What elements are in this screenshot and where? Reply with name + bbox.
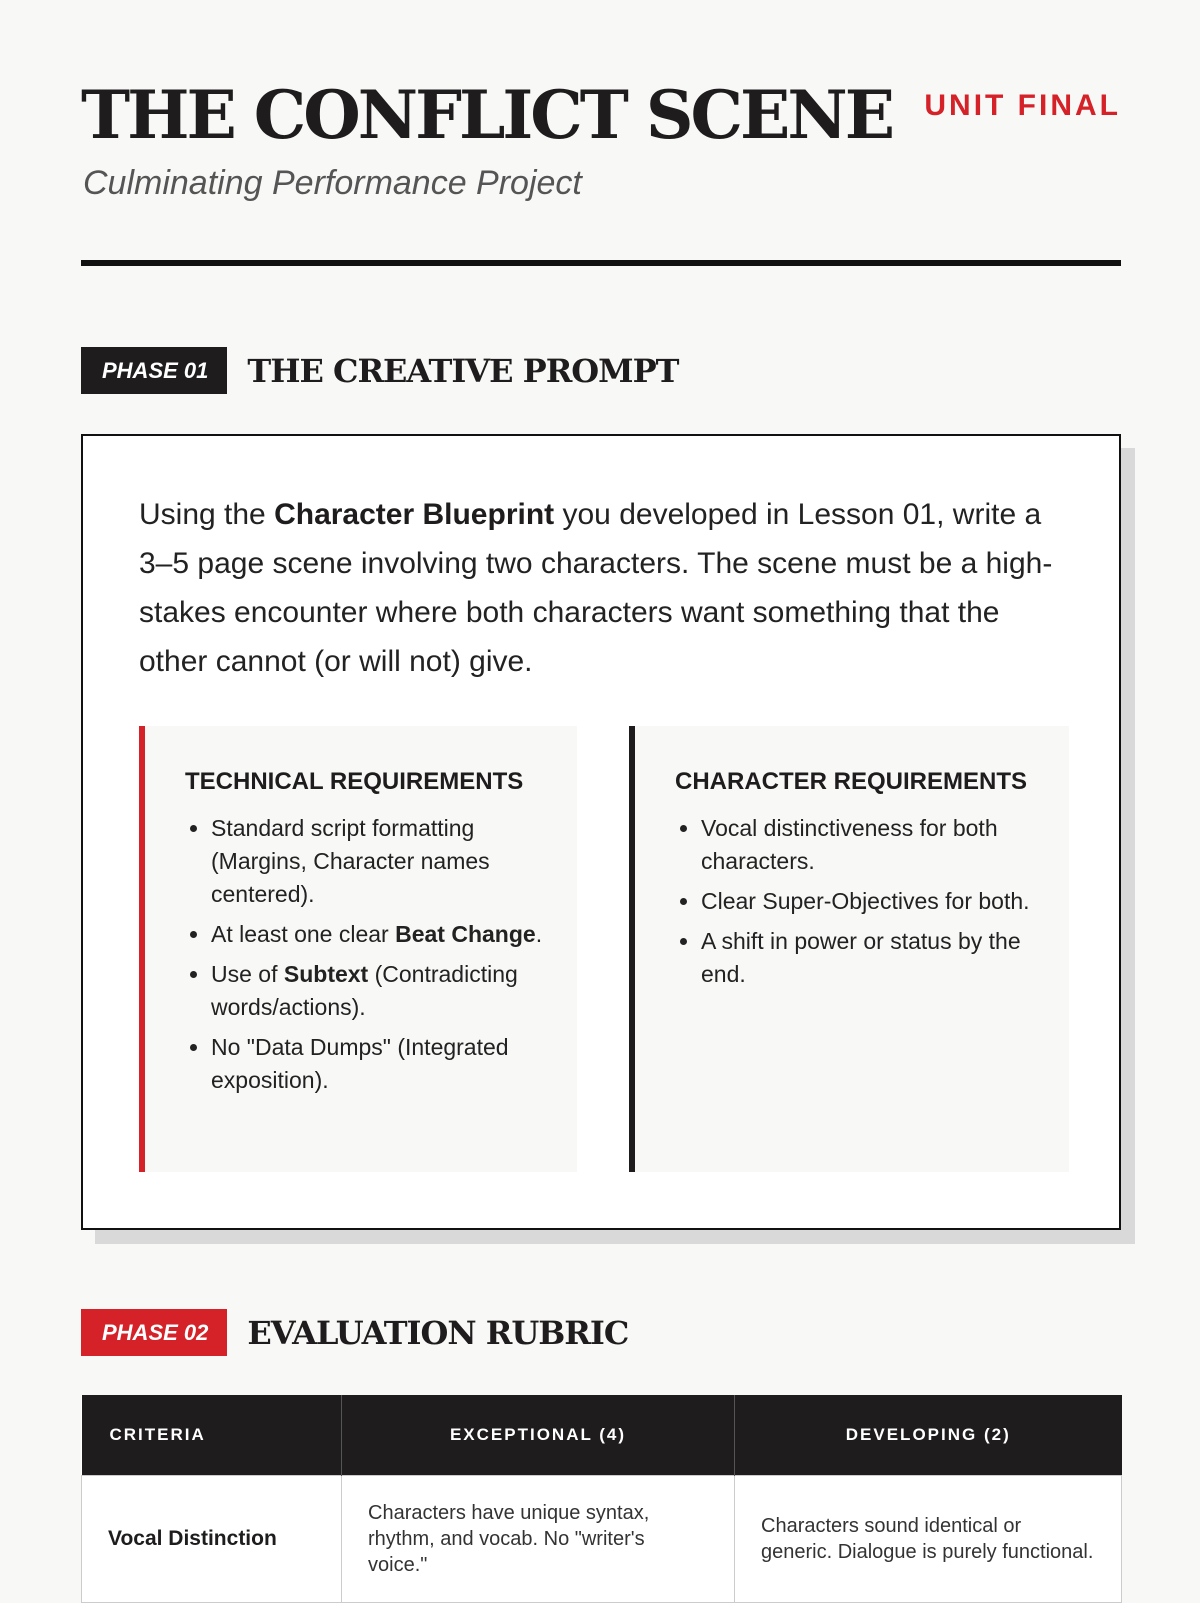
phase-02-title: EVALUATION RUBRIC <box>247 1313 629 1352</box>
list-item <box>211 958 571 1024</box>
character-requirements-list <box>675 812 1061 998</box>
header-divider <box>81 260 1121 266</box>
prompt-text-after: you developed in Lesson 01, write a 3–5 page scene involving two characters. The scene must be a high-stakes encounter where both characters want something that the other cannot (or will not) give. <box>139 498 1053 678</box>
phase-01-label: PHASE 01 <box>81 347 227 394</box>
list-item <box>211 918 571 951</box>
list-item-text: Use of <box>211 961 284 987</box>
page-title: THE CONFLICT SCENE <box>81 76 892 154</box>
prompt-text-bold: Character Blueprint <box>274 498 555 531</box>
list-item-text: At least one clear <box>211 921 396 947</box>
column-header-developing: DEVELOPING (2) <box>735 1395 1122 1476</box>
phase-01-title: THE CREATIVE PROMPT <box>247 351 679 390</box>
header <box>81 0 1121 270</box>
character-requirements-box <box>629 726 1069 1172</box>
phase-02-label: PHASE 02 <box>81 1309 227 1356</box>
list-item: • Vocal distinctiveness for both characters. <box>701 812 1061 878</box>
list-item-bold: Beat Change <box>395 921 536 947</box>
column-header-criteria: CRITERIA <box>82 1395 342 1476</box>
list-item-bold: Subtext <box>283 961 369 987</box>
page-subtitle: Culminating Performance Project <box>83 164 582 202</box>
list-item <box>211 812 571 911</box>
list-item-text: (Contradicting words/actions). <box>211 961 518 1020</box>
list-item-text: Standard script formatting (Margins, Character names centered). <box>211 815 490 907</box>
character-requirements-heading: CHARACTER REQUIREMENTS <box>675 768 1028 795</box>
evaluation-rubric-table <box>81 1395 1122 1603</box>
exceptional-cell: Characters have unique syntax, rhythm, and vocab. No "writer's voice." <box>342 1476 735 1603</box>
list-item-text: No "Data Dumps" (Integrated exposition). <box>211 1034 509 1093</box>
prompt-text <box>139 490 1069 686</box>
technical-requirements-heading: TECHNICAL REQUIREMENTS <box>185 768 524 795</box>
document-page <box>81 0 1121 1576</box>
criteria-cell: Vocal Distinction <box>82 1476 342 1603</box>
list-item: • A shift in power or status by the end. <box>701 925 1061 991</box>
phase-02-header <box>81 1309 628 1356</box>
technical-requirements-list <box>185 812 571 1104</box>
column-header-exceptional: EXCEPTIONAL (4) <box>342 1395 735 1476</box>
list-item <box>211 1031 571 1097</box>
table-header-row <box>82 1395 1122 1476</box>
developing-cell: Characters sound identical or generic. Dialogue is purely functional. <box>735 1476 1122 1603</box>
unit-badge: UNIT FINAL <box>924 89 1121 122</box>
prompt-text-before: Using the <box>139 498 275 531</box>
creative-prompt-card <box>81 434 1121 1230</box>
phase-01-header <box>81 347 678 394</box>
technical-requirements-box <box>139 726 577 1172</box>
list-item: • Clear Super-Objectives for both. <box>701 885 1061 918</box>
list-item-text: . <box>535 921 543 947</box>
table-row <box>82 1476 1122 1603</box>
